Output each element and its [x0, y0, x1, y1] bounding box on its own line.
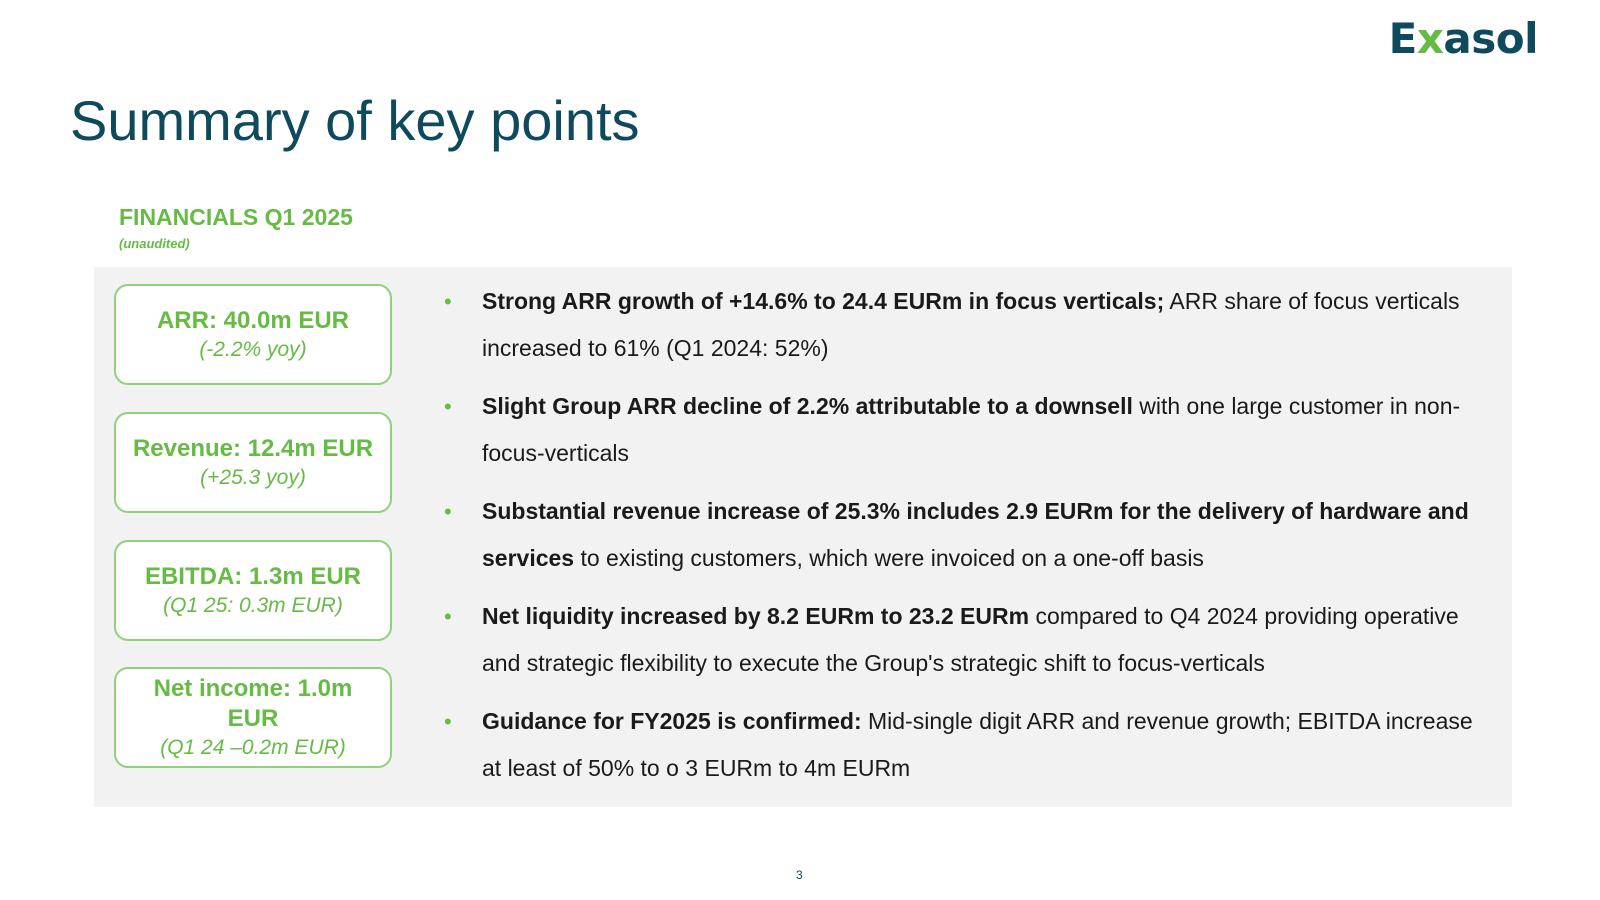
- kpi-label: Net income: 1.0m EUR: [153, 674, 353, 732]
- kpi-sub: (Q1 25: 0.3m EUR): [163, 593, 343, 617]
- bullet-text: with one large customer in non-focus-verticals: [482, 393, 1461, 466]
- bullet-icon: •: [444, 709, 452, 734]
- financials-note: (unaudited): [119, 236, 190, 251]
- bullet-icon: •: [444, 289, 452, 314]
- kpi-sub: (+25.3 yoy): [200, 465, 306, 489]
- list-item: [444, 698, 1494, 792]
- bullet-bold: Net liquidity increased by 8.2 EURm to 23.2 EURm: [482, 603, 1030, 629]
- bullet-text: ARR share of focus verticals increased to 61% (Q1 2024: 52%): [482, 288, 1460, 361]
- list-item: [444, 593, 1494, 687]
- bullet-icon: •: [444, 394, 452, 419]
- bullet-text: to existing customers, which were invoiced on a one-off basis: [574, 545, 1204, 571]
- kpi-sub: (Q1 24 –0.2m EUR): [160, 735, 346, 759]
- exasol-logo: Exasol: [1388, 14, 1538, 63]
- kpi-card-arr: [114, 284, 392, 385]
- bullet-text: compared to Q4 2024 providing operative and strategic flexibility to execute the Group's strategic shift to focus-verticals: [482, 603, 1459, 676]
- bullet-bold: Substantial revenue increase of 25.3% includes 2.9 EURm for the delivery of hardware and services: [482, 498, 1469, 571]
- bullet-bold: Slight Group ARR decline of 2.2% attributable to a downsell: [482, 393, 1133, 419]
- list-item: [444, 488, 1494, 582]
- kpi-card-revenue: [114, 412, 392, 513]
- kpi-card-net-income: [114, 667, 392, 768]
- kpi-label: ARR: 40.0m EUR: [156, 306, 350, 334]
- page-number: 3: [796, 868, 803, 882]
- bullet-icon: •: [444, 499, 452, 524]
- kpi-label: EBITDA: 1.3m EUR: [144, 562, 362, 590]
- financials-heading: FINANCIALS Q1 2025: [119, 204, 353, 230]
- bullet-text: Mid-single digit ARR and revenue growth; EBITDA increase at least of 50% to o 3 EURm to 4m EURm: [482, 708, 1473, 781]
- kpi-card-ebitda: [114, 540, 392, 641]
- bullet-icon: •: [444, 604, 452, 629]
- page-title: Summary of key points: [70, 89, 640, 152]
- list-item: [444, 278, 1494, 372]
- list-item: [444, 383, 1494, 477]
- kpi-label: Revenue: 12.4m EUR: [132, 434, 374, 462]
- kpi-sub: (-2.2% yoy): [199, 337, 307, 361]
- key-points-list: [444, 278, 1494, 803]
- bullet-bold: Guidance for FY2025 is confirmed:: [482, 708, 862, 734]
- bullet-bold: Strong ARR growth of +14.6% to 24.4 EURm in focus verticals;: [482, 288, 1165, 314]
